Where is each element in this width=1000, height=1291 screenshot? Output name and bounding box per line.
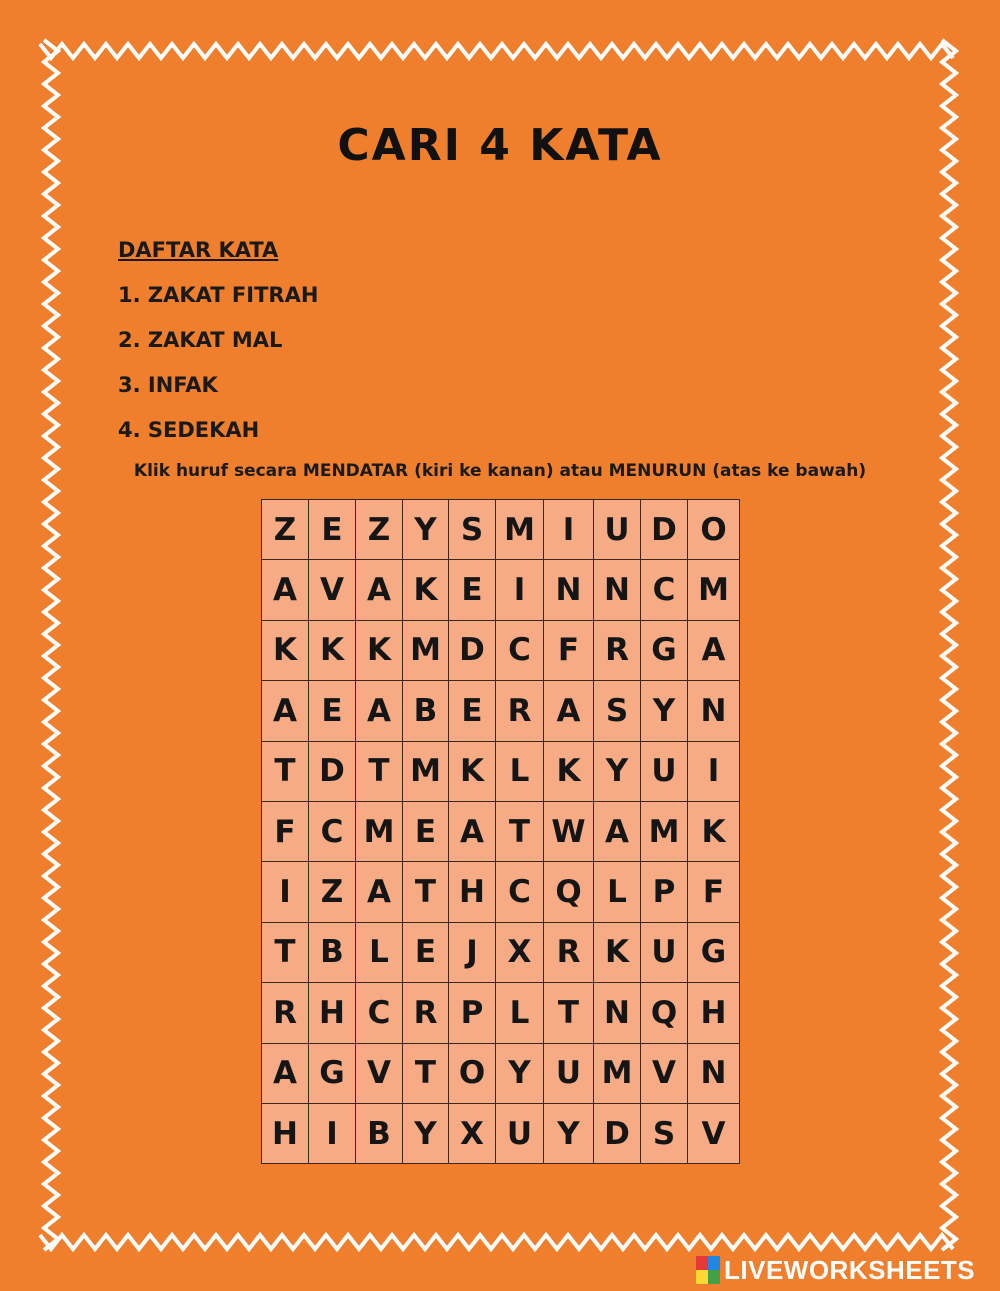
grid-letter-cell[interactable]: U	[544, 1044, 594, 1104]
grid-letter-cell[interactable]: M	[356, 802, 403, 862]
grid-letter-cell[interactable]: G	[688, 923, 740, 983]
grid-letter-cell[interactable]: I	[544, 500, 594, 560]
grid-letter-cell[interactable]: A	[449, 802, 496, 862]
grid-letter-cell[interactable]: C	[496, 862, 544, 922]
grid-letter-cell[interactable]: F	[262, 802, 309, 862]
grid-letter-cell[interactable]: R	[594, 621, 641, 681]
grid-letter-cell[interactable]: C	[356, 983, 403, 1043]
grid-letter-cell[interactable]: T	[403, 1044, 449, 1104]
grid-letter-cell[interactable]: O	[449, 1044, 496, 1104]
grid-letter-cell[interactable]: T	[544, 983, 594, 1043]
grid-letter-cell[interactable]: T	[496, 802, 544, 862]
grid-letter-cell[interactable]: V	[309, 560, 356, 620]
grid-letter-cell[interactable]: V	[356, 1044, 403, 1104]
grid-letter-cell[interactable]: E	[309, 500, 356, 560]
word-search-grid	[261, 499, 740, 1164]
grid-letter-cell[interactable]: T	[262, 742, 309, 802]
grid-letter-cell[interactable]: H	[688, 983, 740, 1043]
grid-letter-cell[interactable]: F	[544, 621, 594, 681]
grid-letter-cell[interactable]: K	[309, 621, 356, 681]
grid-letter-cell[interactable]: T	[403, 862, 449, 922]
grid-letter-cell[interactable]: R	[544, 923, 594, 983]
grid-letter-cell[interactable]: A	[356, 560, 403, 620]
grid-letter-cell[interactable]: C	[496, 621, 544, 681]
word-list-item: 4. SEDEKAH	[118, 418, 260, 442]
grid-letter-cell[interactable]: A	[688, 621, 740, 681]
grid-letter-cell[interactable]: L	[594, 862, 641, 922]
grid-letter-cell[interactable]: K	[449, 742, 496, 802]
grid-letter-cell[interactable]: B	[403, 681, 449, 741]
grid-letter-cell[interactable]: M	[594, 1044, 641, 1104]
grid-letter-cell[interactable]: T	[262, 923, 309, 983]
grid-letter-cell[interactable]: E	[449, 560, 496, 620]
grid-letter-cell[interactable]: N	[688, 681, 740, 741]
grid-letter-cell[interactable]: K	[356, 621, 403, 681]
grid-letter-cell[interactable]: D	[449, 621, 496, 681]
grid-letter-cell[interactable]: P	[641, 862, 688, 922]
grid-letter-cell[interactable]: A	[262, 681, 309, 741]
grid-letter-cell[interactable]: Z	[309, 862, 356, 922]
grid-letter-cell[interactable]: K	[403, 560, 449, 620]
grid-letter-cell[interactable]: E	[403, 802, 449, 862]
grid-letter-cell[interactable]: U	[496, 1104, 544, 1164]
grid-letter-cell[interactable]: K	[262, 621, 309, 681]
grid-letter-cell[interactable]: Y	[496, 1044, 544, 1104]
grid-letter-cell[interactable]: R	[262, 983, 309, 1043]
page-title: CARI 4 KATA	[337, 120, 663, 171]
grid-letter-cell[interactable]: P	[449, 983, 496, 1043]
grid-letter-cell[interactable]: N	[544, 560, 594, 620]
grid-letter-cell[interactable]: M	[641, 802, 688, 862]
grid-letter-cell[interactable]: W	[544, 802, 594, 862]
watermark-text: LIVEWORKSHEETS	[724, 1254, 976, 1285]
grid-letter-cell[interactable]: E	[403, 923, 449, 983]
grid-letter-cell[interactable]: J	[449, 923, 496, 983]
grid-letter-cell[interactable]: A	[356, 681, 403, 741]
grid-letter-cell[interactable]: Z	[262, 500, 309, 560]
liveworksheets-logo-icon	[696, 1256, 720, 1284]
grid-letter-cell[interactable]: Y	[641, 681, 688, 741]
grid-letter-cell[interactable]: F	[688, 862, 740, 922]
grid-letter-cell[interactable]: U	[594, 500, 641, 560]
grid-letter-cell[interactable]: E	[309, 681, 356, 741]
grid-letter-cell[interactable]: B	[309, 923, 356, 983]
grid-letter-cell[interactable]: Q	[544, 862, 594, 922]
grid-letter-cell[interactable]: I	[496, 560, 544, 620]
grid-letter-cell[interactable]: R	[403, 983, 449, 1043]
grid-letter-cell[interactable]: K	[544, 742, 594, 802]
grid-letter-cell[interactable]: D	[309, 742, 356, 802]
grid-letter-cell[interactable]: Y	[544, 1104, 594, 1164]
grid-letter-cell[interactable]: E	[449, 681, 496, 741]
grid-letter-cell[interactable]: D	[641, 500, 688, 560]
grid-letter-cell[interactable]: C	[641, 560, 688, 620]
grid-letter-cell[interactable]: S	[449, 500, 496, 560]
grid-letter-cell[interactable]: L	[496, 983, 544, 1043]
word-list-item: 2. ZAKAT MAL	[118, 328, 283, 352]
grid-letter-cell[interactable]: Y	[403, 1104, 449, 1164]
grid-letter-cell[interactable]: A	[262, 560, 309, 620]
grid-letter-cell[interactable]: T	[356, 742, 403, 802]
grid-letter-cell[interactable]: O	[688, 500, 740, 560]
grid-letter-cell[interactable]: Y	[403, 500, 449, 560]
grid-letter-cell[interactable]: V	[641, 1044, 688, 1104]
grid-letter-cell[interactable]: H	[309, 983, 356, 1043]
grid-letter-cell[interactable]: H	[262, 1104, 309, 1164]
grid-letter-cell[interactable]: H	[449, 862, 496, 922]
grid-letter-cell[interactable]: X	[496, 923, 544, 983]
word-list-item: 1. ZAKAT FITRAH	[118, 283, 319, 307]
word-list-item: 3. INFAK	[118, 373, 218, 397]
grid-letter-cell[interactable]: Q	[641, 983, 688, 1043]
grid-letter-cell[interactable]: M	[496, 500, 544, 560]
grid-letter-cell[interactable]: G	[309, 1044, 356, 1104]
grid-letter-cell[interactable]: K	[688, 802, 740, 862]
grid-letter-cell[interactable]: G	[641, 621, 688, 681]
grid-letter-cell[interactable]: I	[262, 862, 309, 922]
instruction-text: Klik huruf secara MENDATAR (kiri ke kanan) atau MENURUN (atas ke bawah)	[133, 461, 867, 481]
grid-letter-cell[interactable]: I	[309, 1104, 356, 1164]
grid-letter-cell[interactable]: N	[594, 983, 641, 1043]
grid-letter-cell[interactable]: U	[641, 923, 688, 983]
grid-letter-cell[interactable]: C	[309, 802, 356, 862]
grid-letter-cell[interactable]: Y	[594, 742, 641, 802]
watermark	[696, 1254, 975, 1286]
grid-letter-cell[interactable]: S	[594, 681, 641, 741]
grid-letter-cell[interactable]: N	[594, 560, 641, 620]
word-list-heading: DAFTAR KATA	[118, 238, 279, 262]
grid-letter-cell[interactable]: K	[594, 923, 641, 983]
grid-letter-cell[interactable]: X	[449, 1104, 496, 1164]
grid-letter-cell[interactable]: M	[403, 621, 449, 681]
grid-letter-cell[interactable]: A	[262, 1044, 309, 1104]
grid-letter-cell[interactable]: V	[688, 1104, 740, 1164]
grid-letter-cell[interactable]: A	[594, 802, 641, 862]
grid-letter-cell[interactable]: A	[544, 681, 594, 741]
grid-letter-cell[interactable]: U	[641, 742, 688, 802]
grid-letter-cell[interactable]: Z	[356, 500, 403, 560]
grid-letter-cell[interactable]: A	[356, 862, 403, 922]
grid-letter-cell[interactable]: M	[688, 560, 740, 620]
grid-letter-cell[interactable]: D	[594, 1104, 641, 1164]
grid-letter-cell[interactable]: S	[641, 1104, 688, 1164]
grid-letter-cell[interactable]: B	[356, 1104, 403, 1164]
grid-letter-cell[interactable]: M	[403, 742, 449, 802]
grid-letter-cell[interactable]: L	[356, 923, 403, 983]
grid-letter-cell[interactable]: L	[496, 742, 544, 802]
grid-letter-cell[interactable]: N	[688, 1044, 740, 1104]
grid-letter-cell[interactable]: R	[496, 681, 544, 741]
grid-letter-cell[interactable]: I	[688, 742, 740, 802]
